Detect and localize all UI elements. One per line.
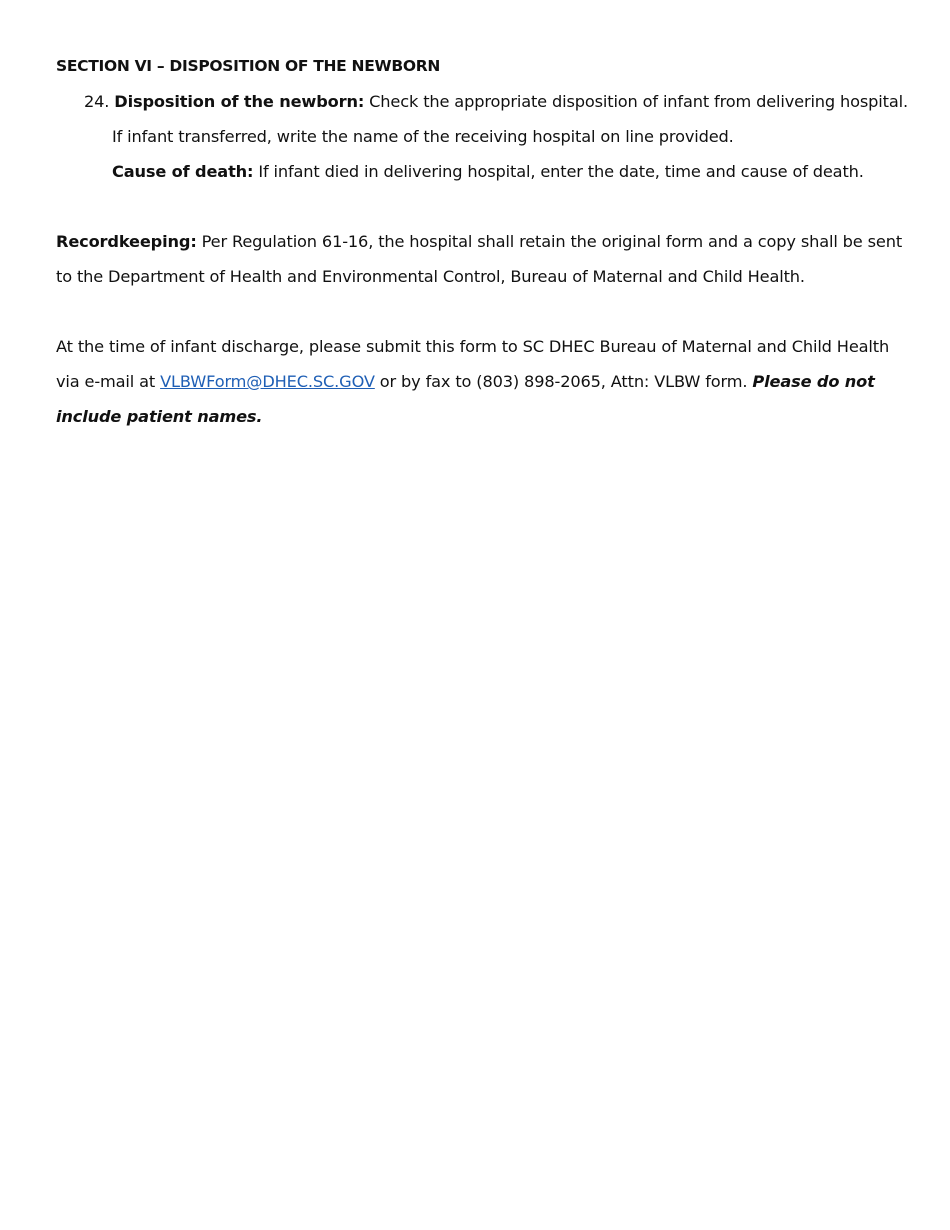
recordkeeping-text-2: to the Department of Health and Environmental Control, Bureau of Maternal and Child Health. bbox=[56, 267, 805, 286]
submission-text-1: At the time of infant discharge, please submit this form to SC DHEC Bureau of Maternal and Child Health bbox=[56, 337, 890, 356]
submission-line-2 bbox=[56, 371, 875, 393]
email-link[interactable]: VLBWForm@DHEC.SC.GOV bbox=[160, 372, 375, 391]
submission-prefix: via e-mail at bbox=[56, 372, 161, 391]
recordkeeping-line-2 bbox=[56, 266, 805, 288]
submission-line-1 bbox=[56, 336, 889, 358]
recordkeeping-line-1 bbox=[56, 231, 902, 253]
cause-of-death-text: If infant died in delivering hospital, enter the date, time and cause of death. bbox=[253, 162, 864, 181]
item-24-text-2: If infant transferred, write the name of the receiving hospital on line provided. bbox=[112, 127, 734, 146]
cause-of-death-line bbox=[112, 161, 864, 183]
submission-middle: or by fax to (803) 898-2065, Attn: VLBW form. bbox=[374, 372, 753, 391]
recordkeeping-text-1: Per Regulation 61-16, the hospital shall retain the original form and a copy shall be sent bbox=[196, 232, 903, 251]
emphasis-text-2: include patient names. bbox=[56, 407, 263, 426]
section-heading: SECTION VI – DISPOSITION OF THE NEWBORN bbox=[56, 57, 441, 75]
cause-of-death-label: Cause of death: bbox=[112, 162, 254, 181]
item-24-line-1 bbox=[84, 91, 908, 113]
item-24-label: Disposition of the newborn: bbox=[114, 92, 365, 111]
item-number: 24. bbox=[84, 92, 110, 111]
item-24-text-1: Check the appropriate disposition of infant from delivering hospital. bbox=[364, 92, 908, 111]
recordkeeping-label: Recordkeeping: bbox=[56, 232, 197, 251]
submission-line-3 bbox=[56, 406, 262, 428]
item-24-line-2 bbox=[112, 126, 734, 148]
emphasis-text-1: Please do not bbox=[752, 372, 875, 391]
